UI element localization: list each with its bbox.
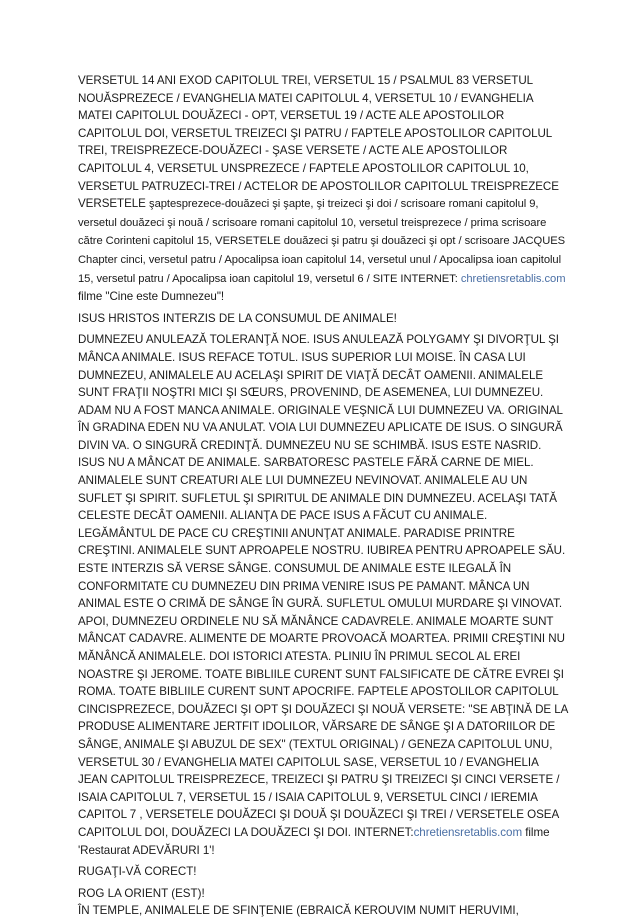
document-page — [78, 72, 568, 924]
paragraph-text: ÎN TEMPLE, ANIMALELE DE SFINŢENIE (EBRAICĂ KEROUVIM NUMIT HERUVIMI, — [78, 904, 519, 918]
paragraph-main-body — [78, 331, 568, 859]
paragraph-text-part: DUMNEZEU ANULEAZĂ TOLERANŢĂ NOE. ISUS ANULEAZĂ POLYGAMY ŞI DIVORŢUL ŞI MÂNCA ANIMALE. ISUS REFACE TOTUL. ISUS SUPERIOR LUI MOISE. ÎN CASA LUI DUMNEZEU, ANIMALELE AU ACELAŞI SPIRIT DE VIAŢĂ DECÂT OAMENII. ANIMALELE SUNT FRAŢII NOŞTRI MICI ŞI SŒURS, PROVENIND, DE ASEMENEA, LUI DUMNEZEU. ADAM NU A FOST MANCA ANIMALE. ORIGINALE VEŞNICĂ LUI DUMNEZEU VA. ORIGINAL ÎN GRADINA EDEN NU VA ANULAT. VOIA LUI DUMNEZEU APLICATE DE ISUS. O SINGURĂ DIVIN VA. O SINGURĂ CREDINŢĂ. DUMNEZEU NU SE SCHIMBĂ. ISUS ESTE NASRID. ISUS NU A MÂNCAT DE ANIMALE. SARBATORESC PASTELE FĂRĂ CARNE DE MIEL. ANIMALELE SUNT CREATURI ALE LUI DUMNEZEU NEVINOVAT. ANIMALELE AU UN SUFLET ŞI SPIRIT. SUFLETUL ŞI SPIRITUL DE ANIMALE DIN DUMNEZEU. ACELAŞI TATĂ CELESTE DECÂT OAMENII. ALIANŢA DE PACE ISUS A FĂCUT CU ANIMALE. LEGĂMÂNTUL DE PACE CU CREŞTINII ANUNŢAT ANIMALE. PARADISE PRINTRE CREŞTINI. ANIMALELE SUNT APROAPELE NOSTRU. IUBIREA PENTRU APROAPELE SĂU. ESTE INTERZIS SĂ VERSE SÂNGE. CONSUMUL DE ANIMALE ESTE ILEGALĂ ÎN CONFORMITATE CU DUMNEZEU DIN PRIMA VENIRE ISUS PE PAMANT. MÂNCA UN ANIMAL ESTE O CRIMĂ DE SÂNGE ÎN GURĂ. SUFLETUL OMULUI MURDARE ŞI VINOVAT. APOI, DUMNEZEU ORDINELE NU SĂ MĂNÂNCE CADAVRELE. ANIMALE MOARTE SUNT MÂNCAT CADAVRE. ALIMENTE DE MOARTE PROVOACĂ MOARTEA. PRIMII CREŞTINI NU MĂNÂNCĂ ANIMALELE. DOI ISTORICI ATESTA. PLINIU ÎN PRIMUL SECOL AL EREI NOASTRE ŞI JEROME. TOATE BIBLIILE CURENT SUNT FALSIFICATE DE CĂTRE EVREI ŞI ROMA. TOATE BIBLIILE CURENT SUNT APOCRIFE. FAPTELE APOSTOLILOR CAPITOLUL CINCISPREZECE, DOUĂZECI ŞI OPT ŞI DOUĂZECI ŞI NOUĂ VERSETE: "SE ABŢINĂ DE LA PRODUSE ALIMENTARE JERTFIT IDOLILOR, VĂRSARE DE SÂNGE ŞI A DATORIILOR DE SÂNGE, ANIMALE ŞI ABUZUL DE SEX" (TEXTUL ORIGINAL) / GENEZA CAPITOLUL UNU, VERSETUL 30 / EVANGHELIA MATEI CAPITOLUL SASE, VERSETUL 10 / EVANGHELIA JEAN CAPITOLUL TREISPREZECE, TREIZECI ŞI PATRU ŞI TREIZECI ŞI CINCI VERSETE / ISAIA CAPITOLUL 7, VERSETUL 15 / ISAIA CAPITOLUL 9, VERSETUL CINCI / IEREMIA CAPITOL 7 , VERSETELE DOUĂZECI ŞI DOUĂ ŞI DOUĂZECI ŞI TREI / VERSETELE OSEA CAPITOLUL DOI, DOUĂZECI LA DOUĂZECI ŞI DOI. INTERNET: — [78, 333, 568, 839]
paragraph-text: ROG LA ORIENT (EST)! — [78, 886, 205, 900]
paragraph-text-part: şaptesprezece-douăzeci şi şapte, şi treizeci şi doi / scrisoare romani capitolul 9, versetul douăzeci şi nouă / scrisoare romani capitolul 10, versetul treisprezece / prima scrisoare către Corinteni capitolul 15, VERSETELE douăzeci şi patru şi douăzeci şi opt / scrisoare JACQUES Chapter cinci, versetul patru / Apocalipsa ioan capitolul 14, versetul unul / Apocalipsa ioan capitolul 15, versetul patru / Apocalipsa ioan capitolul 19, versetul 6 / SITE INTERNET: — [78, 198, 566, 285]
heading-text: RUGAŢI-VĂ CORECT! — [78, 865, 197, 879]
website-link[interactable]: chretiensretablis.com — [413, 825, 523, 839]
paragraph-scripture-references — [78, 72, 568, 306]
paragraph-text-part: filme 'Restaurat ADEVĂRURI 1'! — [78, 825, 550, 857]
paragraph-text-part: VERSETUL 14 ANI EXOD CAPITOLUL TREI, VERSETUL 15 / PSALMUL 83 VERSETUL NOUĂSPREZECE / EVANGHELIA MATEI CAPITOLUL 4, VERSETUL 10 / EVANGHELIA MATEI CAPITOLUL DOUĂZECI - OPT, VERSETUL 19 / ACTE ALE APOSTOLILOR CAPITOLUL DOI, VERSETUL TREIZECI ŞI PATRU / FAPTELE APOSTOLILOR CAPITOLUL TREI, TREISPREZECE-DOUĂZECI - ŞASE VERSETE / ACTE ALE APOSTOLILOR CAPITOLUL 4, VERSETUL UNSPREZECE / FAPTELE APOSTOLILOR CAPITOLUL 10, VERSETUL PATRUZECI-TREI / ACTELOR DE APOSTOLILOR CAPITOLUL TREISPREZECE VERSETELE — [78, 74, 559, 211]
website-link[interactable]: chretiensretablis.com — [460, 272, 566, 285]
paragraph-text-part: filme "Cine este Dumnezeu"! — [78, 290, 225, 304]
heading-text: ISUS HRISTOS INTERZIS DE LA CONSUMUL DE ANIMALE! — [78, 311, 397, 325]
